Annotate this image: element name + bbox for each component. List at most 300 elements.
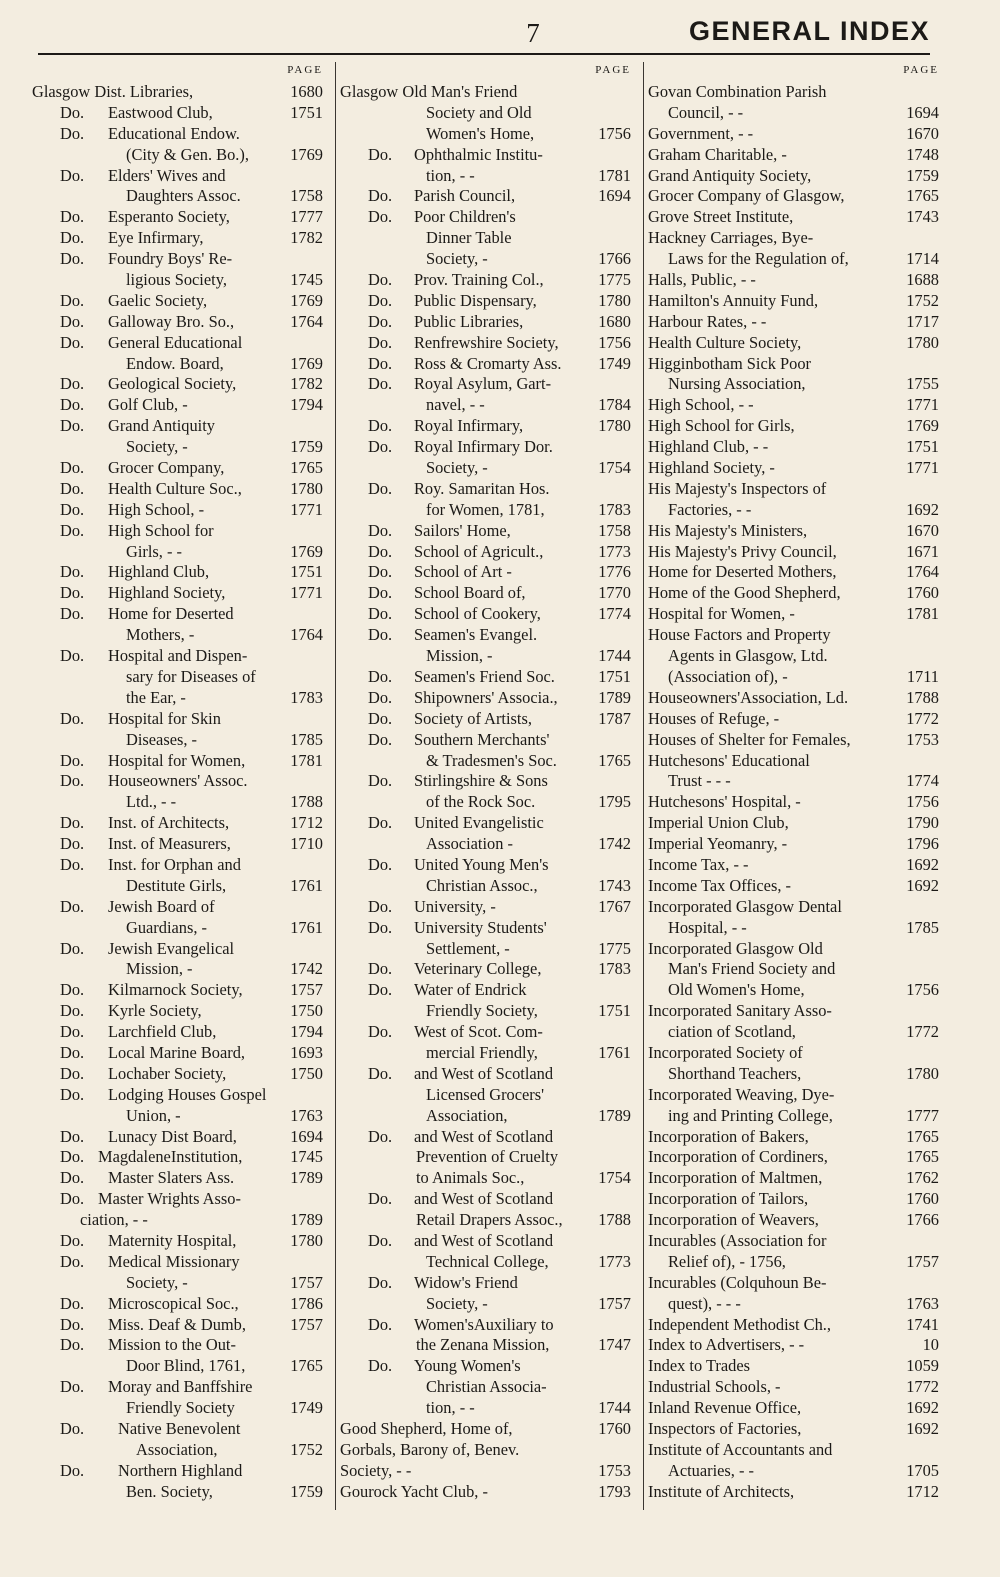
index-entry-line xyxy=(32,1461,327,1482)
entry-text: Women'sAuxiliary to xyxy=(414,1314,554,1334)
column-divider xyxy=(335,62,336,1510)
entry-text: and West of Scotland xyxy=(414,1230,554,1250)
entry-page-number: 1743 xyxy=(906,207,939,227)
entry-text: School of Agricult., xyxy=(414,541,544,561)
entry-text: Index to Advertisers, - - xyxy=(648,1335,805,1355)
index-entry-line xyxy=(648,1168,943,1189)
entry-text: Gaelic Society, xyxy=(108,290,208,310)
entry-text: Seamen's Friend Soc. xyxy=(414,666,555,686)
ditto-mark: Do. xyxy=(60,938,85,958)
index-entry-line xyxy=(340,500,635,521)
entry-text: Income Tax, - - xyxy=(648,854,749,874)
entry-text: Society and Old xyxy=(426,102,532,122)
entry-page-number: 1777 xyxy=(290,207,323,227)
entry-text: Ben. Society, xyxy=(126,1481,213,1501)
entry-page-number: 1780 xyxy=(598,290,631,310)
entry-text: Association - xyxy=(426,834,513,854)
entry-text: School Board of, xyxy=(414,583,526,603)
ditto-mark: Do. xyxy=(368,1356,393,1376)
entry-text: Miss. Deaf & Dumb, xyxy=(108,1314,246,1334)
entry-text: Hospital, - - xyxy=(668,917,747,937)
entry-text: Prov. Training Col., xyxy=(414,270,544,290)
entry-text: Eye Infirmary, xyxy=(108,228,204,248)
index-entry-line xyxy=(340,416,635,437)
entry-page-number: 1751 xyxy=(290,562,323,582)
index-entry-line xyxy=(648,1294,943,1315)
entry-text: Incorporation of Weavers, xyxy=(648,1210,819,1230)
entry-text: Mission, - xyxy=(126,959,193,979)
entry-page-number: 1784 xyxy=(598,395,631,415)
entry-text: Imperial Union Club, xyxy=(648,813,789,833)
index-entry-line xyxy=(648,1440,943,1461)
ditto-mark: Do. xyxy=(60,562,85,582)
index-entry-line xyxy=(340,291,635,312)
header-rule xyxy=(38,53,930,55)
index-entry-line xyxy=(648,542,943,563)
entry-page-number: 1773 xyxy=(598,1251,631,1271)
index-entry-line xyxy=(648,813,943,834)
index-entry-line xyxy=(340,771,635,792)
entry-text: (City & Gen. Bo.), xyxy=(126,144,249,164)
entry-text: Incorporated Glasgow Dental xyxy=(648,896,842,916)
entry-text: Gorbals, Barony of, Benev. xyxy=(340,1439,520,1459)
entry-page-number: 1760 xyxy=(906,583,939,603)
index-column-1 xyxy=(32,58,327,1518)
entry-text: Foundry Boys' Re- xyxy=(108,249,233,269)
entry-text: the Ear, - xyxy=(126,687,186,707)
entry-page-number: 1789 xyxy=(598,687,631,707)
index-entry-line xyxy=(648,1335,943,1356)
ditto-mark: Do. xyxy=(60,834,85,854)
entry-page-number: 1751 xyxy=(598,666,631,686)
entry-page-number: 1776 xyxy=(598,562,631,582)
entry-page-number: 1765 xyxy=(290,458,323,478)
entry-page-number: 1796 xyxy=(906,834,939,854)
index-entry-line xyxy=(32,562,327,583)
entry-text: Graham Charitable, - xyxy=(648,144,787,164)
index-entry-line xyxy=(648,145,943,166)
index-entry-line xyxy=(340,270,635,291)
entry-text: Institute of Architects, xyxy=(648,1481,795,1501)
index-entry-line xyxy=(340,395,635,416)
index-entry-line xyxy=(648,186,943,207)
index-entry-line xyxy=(32,458,327,479)
entry-text: Incorporated Weaving, Dye- xyxy=(648,1084,835,1104)
index-entry-line xyxy=(32,1231,327,1252)
page-column-label: PAGE xyxy=(903,64,939,76)
entry-text: Stirlingshire & Sons xyxy=(414,771,548,791)
index-entry-line xyxy=(32,751,327,772)
entry-text: Grocer Company, xyxy=(108,458,225,478)
index-entry-line xyxy=(32,980,327,1001)
entry-page-number: 1748 xyxy=(906,144,939,164)
entry-page-number: 10 xyxy=(922,1335,939,1355)
page-column-label: PAGE xyxy=(287,64,323,76)
ditto-mark: Do. xyxy=(60,1314,85,1334)
entry-page-number: 1785 xyxy=(290,729,323,749)
entry-text: Women's Home, xyxy=(426,123,535,143)
index-entry-line xyxy=(32,1419,327,1440)
entry-text: Society, - xyxy=(126,1272,188,1292)
entry-text: University Students' xyxy=(414,917,547,937)
entry-text: Maternity Hospital, xyxy=(108,1230,237,1250)
entry-text: Nursing Association, xyxy=(668,374,806,394)
index-entry-line xyxy=(32,354,327,375)
index-entry-line xyxy=(648,416,943,437)
entry-text: Hospital and Dispen- xyxy=(108,646,248,666)
entry-text: Diseases, - xyxy=(126,729,198,749)
entry-page-number: 1782 xyxy=(290,374,323,394)
index-entry-line xyxy=(32,1064,327,1085)
index-entry-line xyxy=(340,1419,635,1440)
entry-text: Inspectors of Factories, xyxy=(648,1419,802,1438)
index-entry-line xyxy=(648,625,943,646)
index-entry-line xyxy=(648,1085,943,1106)
index-column-2 xyxy=(340,58,635,1518)
entry-page-number: 1772 xyxy=(906,708,939,728)
entry-text: Actuaries, - - xyxy=(668,1460,755,1480)
entry-text: Old Women's Home, xyxy=(668,980,805,1000)
index-entry-line xyxy=(340,1022,635,1043)
entry-text: School of Art - xyxy=(414,562,512,582)
entry-text: Royal Infirmary, xyxy=(414,416,524,436)
index-entry-line xyxy=(340,834,635,855)
ditto-mark: Do. xyxy=(60,1293,85,1313)
index-entry-line xyxy=(648,291,943,312)
entry-page-number: 1771 xyxy=(290,499,323,519)
ditto-mark: Do. xyxy=(368,562,393,582)
entry-page-number: 1744 xyxy=(598,646,631,666)
index-entry-line xyxy=(648,1127,943,1148)
entry-text: Good Shepherd, Home of, xyxy=(340,1419,513,1438)
index-entry-line xyxy=(340,1231,635,1252)
entry-page-number: 1789 xyxy=(598,1105,631,1125)
index-entry-line xyxy=(32,1210,327,1231)
entry-page-number: 1712 xyxy=(290,813,323,833)
entry-page-number: 1671 xyxy=(906,541,939,561)
ditto-mark: Do. xyxy=(368,478,393,498)
entry-text: Incorporated Society of xyxy=(648,1042,803,1062)
index-entry-line xyxy=(648,709,943,730)
page-number: 7 xyxy=(526,18,540,48)
ditto-mark: Do. xyxy=(60,1377,85,1397)
entry-page-number: 1692 xyxy=(906,875,939,895)
entry-page-number: 1772 xyxy=(906,1022,939,1042)
entry-page-number: 1763 xyxy=(906,1293,939,1313)
entry-text: Society of Artists, xyxy=(414,708,532,728)
entry-page-number: 1750 xyxy=(290,1001,323,1021)
index-entry-line xyxy=(648,562,943,583)
index-entry-line xyxy=(340,1461,635,1482)
entry-text: United Evangelistic xyxy=(414,813,544,833)
entry-page-number: 1750 xyxy=(290,1063,323,1083)
entry-text: Home for Deserted Mothers, xyxy=(648,562,837,582)
index-entry-line xyxy=(648,771,943,792)
entry-page-number: 1783 xyxy=(290,687,323,707)
entry-text: Roy. Samaritan Hos. xyxy=(414,478,550,498)
index-entry-line xyxy=(32,646,327,667)
ditto-mark: Do. xyxy=(368,1126,393,1146)
entry-page-number: 1743 xyxy=(598,875,631,895)
entry-text: Educational Endow. xyxy=(108,123,240,143)
entry-page-number: 1782 xyxy=(290,228,323,248)
entry-text: ligious Society, xyxy=(126,270,227,290)
index-entry-line xyxy=(32,1315,327,1336)
index-entry-line xyxy=(340,1482,635,1503)
index-entry-line xyxy=(32,270,327,291)
entry-text: Houses of Shelter for Females, xyxy=(648,729,851,749)
entry-text: Council, - - xyxy=(668,102,744,122)
entry-text: Retail Drapers Assoc., xyxy=(416,1210,563,1230)
index-entry-line xyxy=(32,186,327,207)
entry-text: Health Culture Soc., xyxy=(108,478,242,498)
index-entry-line xyxy=(32,1398,327,1419)
ditto-mark: Do. xyxy=(60,1063,85,1083)
index-entry-line xyxy=(32,792,327,813)
entry-page-number: 1765 xyxy=(598,750,631,770)
index-entry-line xyxy=(648,1064,943,1085)
entry-text: tion, - - xyxy=(426,1398,475,1418)
index-entry-line xyxy=(648,82,943,103)
ditto-mark: Do. xyxy=(368,771,393,791)
entry-page-number: 1765 xyxy=(290,1356,323,1376)
entry-page-number: 1774 xyxy=(906,771,939,791)
index-entry-line xyxy=(32,312,327,333)
entry-text: Man's Friend Society and xyxy=(668,959,836,979)
index-entry-line xyxy=(648,1210,943,1231)
index-entry-line xyxy=(32,1043,327,1064)
entry-text: Incurables (Association for xyxy=(648,1230,827,1250)
entry-text: Income Tax Offices, - xyxy=(648,875,791,895)
entry-page-number: 1783 xyxy=(598,959,631,979)
entry-page-number: 1751 xyxy=(290,102,323,122)
index-entry-line xyxy=(340,479,635,500)
ditto-mark: Do. xyxy=(60,1042,85,1062)
entry-page-number: 1780 xyxy=(906,1063,939,1083)
entry-text: MagdaleneInstitution, xyxy=(98,1147,243,1167)
ditto-mark: Do. xyxy=(60,1126,85,1146)
index-entry-line xyxy=(32,771,327,792)
index-entry-line xyxy=(32,228,327,249)
entry-page-number: 1670 xyxy=(906,123,939,143)
index-entry-line xyxy=(32,959,327,980)
entry-page-number: 1694 xyxy=(906,102,939,122)
entry-text: Settlement, - xyxy=(426,938,510,958)
ditto-mark: Do. xyxy=(60,1251,85,1271)
entry-text: Christian Associa- xyxy=(426,1377,547,1397)
entry-text: Lodging Houses Gospel xyxy=(108,1084,267,1104)
ditto-mark: Do. xyxy=(60,583,85,603)
entry-page-number: 1711 xyxy=(906,666,939,686)
entry-text: Mission to the Out- xyxy=(108,1335,236,1355)
index-entry-line xyxy=(648,207,943,228)
index-entry-line xyxy=(340,918,635,939)
index-entry-line xyxy=(340,1315,635,1336)
ditto-mark: Do. xyxy=(60,813,85,833)
index-entry-line xyxy=(648,103,943,124)
ditto-mark: Do. xyxy=(368,374,393,394)
index-entry-line xyxy=(32,876,327,897)
entry-page-number: 1742 xyxy=(598,834,631,854)
ditto-mark: Do. xyxy=(60,499,85,519)
entry-text: Widow's Friend xyxy=(414,1272,518,1292)
entry-text: Society, - - xyxy=(340,1460,412,1480)
entry-text: and West of Scotland xyxy=(414,1063,554,1083)
index-entry-line xyxy=(340,1043,635,1064)
index-entry-line xyxy=(340,542,635,563)
ditto-mark: Do. xyxy=(60,311,85,331)
entry-text: Galloway Bro. So., xyxy=(108,311,235,331)
entry-text: Hackney Carriages, Bye- xyxy=(648,228,814,248)
ditto-mark: Do. xyxy=(60,228,85,248)
entry-text: Friendly Society xyxy=(126,1398,235,1418)
entry-page-number: 1705 xyxy=(906,1460,939,1480)
ditto-mark: Do. xyxy=(368,270,393,290)
index-entry-line xyxy=(648,1377,943,1398)
entry-text: Houses of Refuge, - xyxy=(648,708,780,728)
index-entry-line xyxy=(32,583,327,604)
entry-text: United Young Men's xyxy=(414,854,549,874)
ditto-mark: Do. xyxy=(60,207,85,227)
entry-text: Public Dispensary, xyxy=(414,290,537,310)
entry-text: Houseowners' Assoc. xyxy=(108,771,248,791)
index-entry-line xyxy=(340,792,635,813)
entry-page-number: 1745 xyxy=(290,1147,323,1167)
entry-text: Govan Combination Parish xyxy=(648,82,827,101)
entry-text: & Tradesmen's Soc. xyxy=(426,750,557,770)
entry-text: Association, xyxy=(136,1439,218,1459)
entry-page-number: 1769 xyxy=(290,541,323,561)
ditto-mark: Do. xyxy=(60,1335,85,1355)
entry-text: Glasgow Dist. Libraries, xyxy=(32,82,194,101)
index-entry-line xyxy=(340,959,635,980)
entry-text: Incurables (Colquhoun Be- xyxy=(648,1272,827,1292)
entry-text: Independent Methodist Ch., xyxy=(648,1314,832,1334)
ditto-mark: Do. xyxy=(60,980,85,1000)
entry-text: Lochaber Society, xyxy=(108,1063,227,1083)
ditto-mark: Do. xyxy=(60,1022,85,1042)
index-entry-line xyxy=(648,1315,943,1336)
ditto-mark: Do. xyxy=(368,1314,393,1334)
entry-page-number: 1692 xyxy=(906,1398,939,1418)
entry-page-number: 1788 xyxy=(290,792,323,812)
entry-text: Union, - xyxy=(126,1105,181,1125)
entry-text: Royal Infirmary Dor. xyxy=(414,437,553,457)
entry-text: Eastwood Club, xyxy=(108,102,213,122)
entry-page-number: 1688 xyxy=(906,270,939,290)
index-entry-line xyxy=(340,876,635,897)
index-entry-line xyxy=(340,333,635,354)
entry-text: tion, - - xyxy=(426,165,475,185)
entry-text: Endow. Board, xyxy=(126,353,224,373)
entry-text: Seamen's Evangel. xyxy=(414,625,538,645)
index-entry-line xyxy=(340,1273,635,1294)
entry-text: Master Wrights Asso- xyxy=(98,1189,241,1209)
ditto-mark: Do. xyxy=(368,1272,393,1292)
ditto-mark: Do. xyxy=(60,478,85,498)
entry-page-number: 1755 xyxy=(906,374,939,394)
entry-text: Highland Club, xyxy=(108,562,210,582)
index-entry-line xyxy=(340,646,635,667)
entry-text: Grocer Company of Glasgow, xyxy=(648,186,845,206)
index-entry-line xyxy=(340,1147,635,1168)
index-entry-line xyxy=(32,604,327,625)
index-entry-line xyxy=(648,1419,943,1440)
entry-page-number: 1761 xyxy=(598,1042,631,1062)
ditto-mark: Do. xyxy=(60,1460,85,1480)
index-entry-line xyxy=(648,1189,943,1210)
entry-text: Daughters Assoc. xyxy=(126,186,241,206)
entry-text: (Association of), - xyxy=(668,666,788,686)
entry-text: Ltd., - - xyxy=(126,792,177,812)
ditto-mark: Do. xyxy=(368,854,393,874)
index-entry-line xyxy=(648,458,943,479)
index-entry-line xyxy=(340,688,635,709)
entry-text: Inst. of Measurers, xyxy=(108,834,231,854)
index-entry-line xyxy=(648,1106,943,1127)
index-entry-line xyxy=(32,1085,327,1106)
index-entry-line xyxy=(340,312,635,333)
ditto-mark: Do. xyxy=(60,332,85,352)
index-entry-line xyxy=(32,897,327,918)
index-entry-line xyxy=(648,980,943,1001)
index-entry-line xyxy=(32,479,327,500)
index-entry-line xyxy=(32,688,327,709)
entry-page-number: 1757 xyxy=(290,1272,323,1292)
entry-text: His Majesty's Inspectors of xyxy=(648,478,827,498)
entry-text: Inland Revenue Office, xyxy=(648,1398,802,1418)
entry-text: Industrial Schools, - xyxy=(648,1377,781,1397)
ditto-mark: Do. xyxy=(368,1022,393,1042)
entry-page-number: 1744 xyxy=(598,1398,631,1418)
entry-page-number: 1759 xyxy=(290,437,323,457)
index-entry-line xyxy=(340,625,635,646)
index-entry-line xyxy=(340,1335,635,1356)
ditto-mark: Do. xyxy=(60,750,85,770)
index-entry-line xyxy=(648,583,943,604)
entry-text: Society, - xyxy=(126,437,188,457)
entry-page-number: 1790 xyxy=(906,813,939,833)
entry-page-number: 1788 xyxy=(598,1210,631,1230)
index-entry-line xyxy=(32,1022,327,1043)
index-entry-line xyxy=(648,437,943,458)
entry-text: sary for Diseases of xyxy=(126,666,256,686)
index-entry-line xyxy=(648,939,943,960)
entry-text: Sailors' Home, xyxy=(414,520,511,540)
entry-page-number: 1766 xyxy=(598,249,631,269)
index-entry-line xyxy=(648,374,943,395)
entry-text: Incorporated Sanitary Asso- xyxy=(648,1001,832,1021)
entry-page-number: 1692 xyxy=(906,1419,939,1438)
index-entry-line xyxy=(648,312,943,333)
entry-page-number: 1771 xyxy=(906,458,939,478)
ditto-mark: Do. xyxy=(368,353,393,373)
index-entry-line xyxy=(340,249,635,270)
ditto-mark: Do. xyxy=(60,416,85,436)
ditto-mark: Do. xyxy=(368,416,393,436)
index-entry-line xyxy=(340,980,635,1001)
entry-text: His Majesty's Privy Council, xyxy=(648,541,837,561)
index-entry-line xyxy=(648,1252,943,1273)
entry-page-number: 1767 xyxy=(598,896,631,916)
ditto-mark: Do. xyxy=(60,102,85,122)
entry-page-number: 1781 xyxy=(290,750,323,770)
entry-text: the Zenana Mission, xyxy=(416,1335,550,1355)
entry-text: Trust - - - xyxy=(668,771,731,791)
entry-text: Local Marine Board, xyxy=(108,1042,245,1062)
index-entry-line xyxy=(340,354,635,375)
entry-text: Hospital for Women, - xyxy=(648,604,795,624)
